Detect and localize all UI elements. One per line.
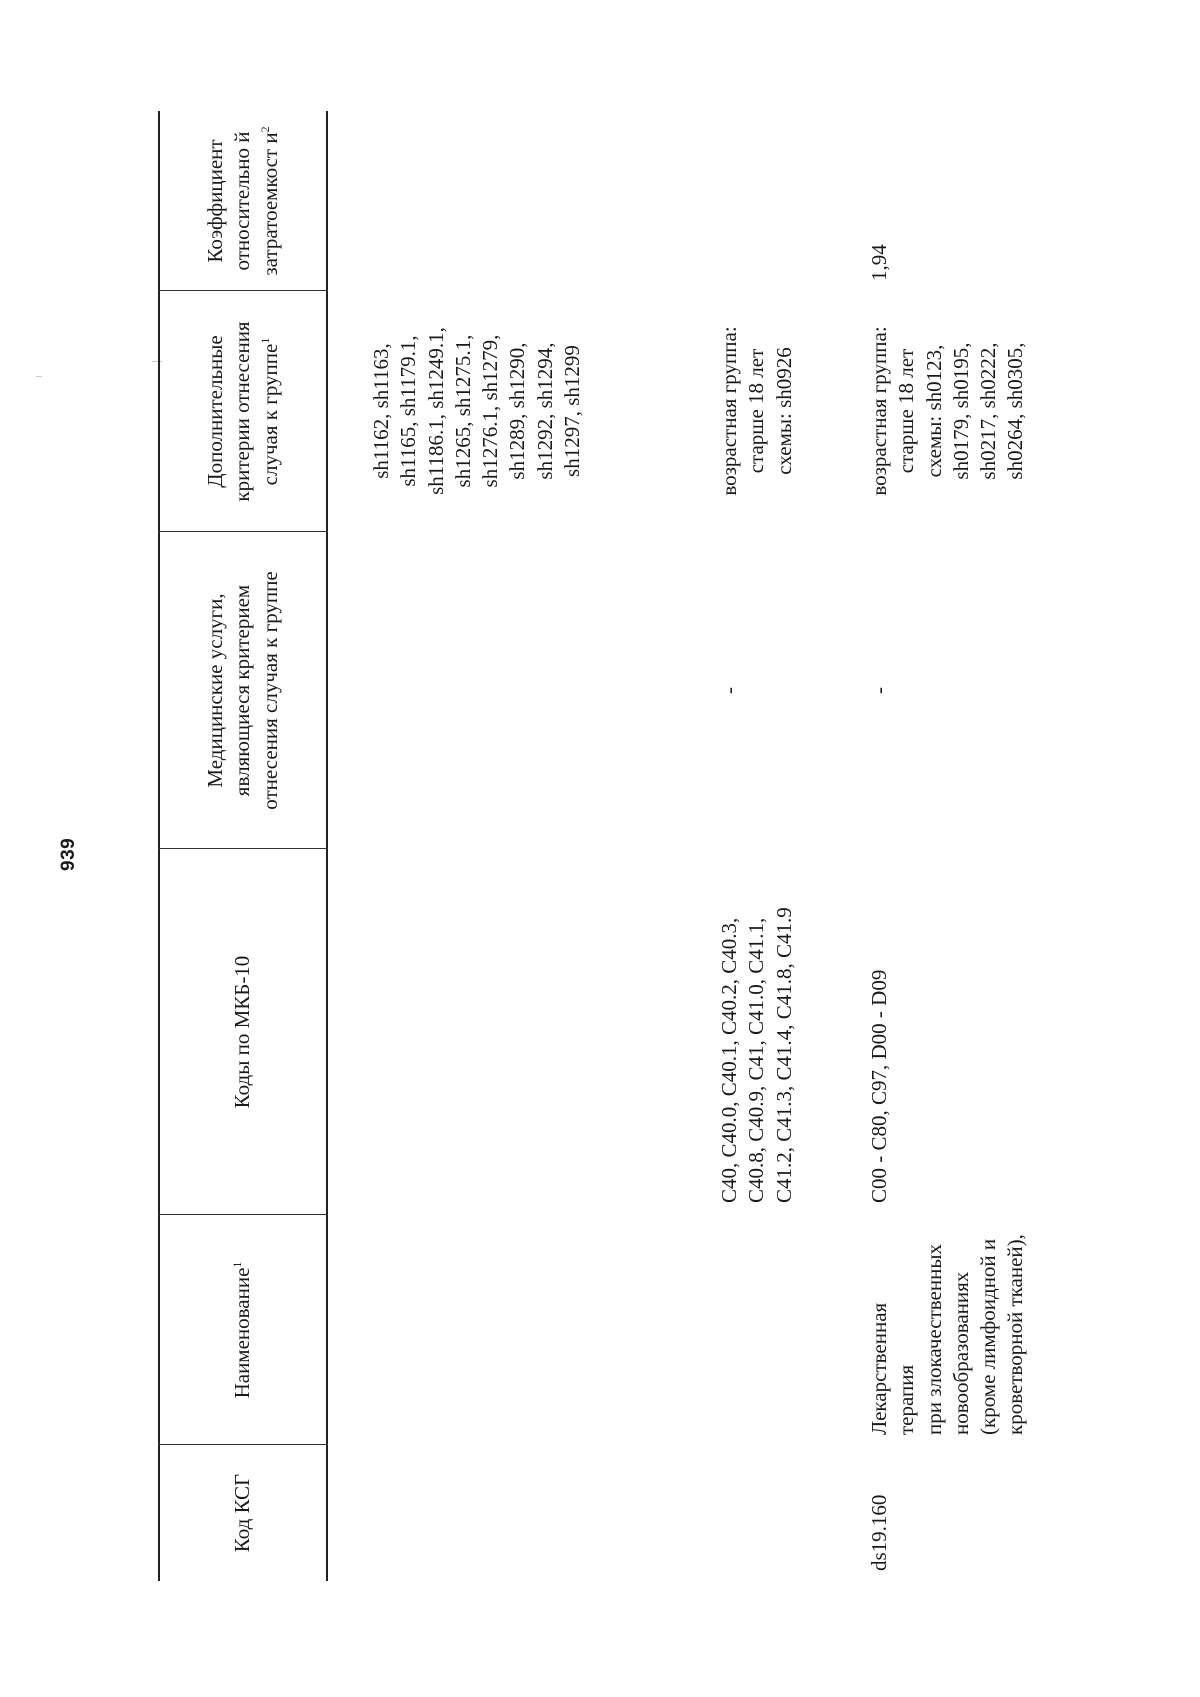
header-extra: [158, 291, 328, 532]
header-name-label: Наименование: [230, 1267, 255, 1399]
header-coef: [158, 111, 328, 291]
row3-code: ds19.160: [867, 1494, 891, 1571]
row2-extra-criteria: возрастная группа: старше 18 лет схемы: sh0926: [717, 326, 796, 496]
header-icd-label: Коды по МКБ-10: [230, 955, 255, 1109]
row3-services: -: [867, 687, 891, 694]
header-code-label: Код КСГ: [230, 1473, 255, 1553]
header-services-label: Медицинские услуги, являющиеся критерием отнесения случая к группе: [203, 571, 282, 810]
header-extra-footnote: 1: [257, 337, 272, 344]
header-coef-label: Коэффициент относительно й затратоемкост и: [203, 131, 282, 276]
header-icd: [158, 849, 328, 1215]
row2-icd-codes: C40, C40.0, C40.1, C40.2, C40.3, C40.8, C40.9, C41, C41.0, C41.1, C41.2, C41.3, C41.4, C41.8, C41.9: [717, 907, 796, 1203]
row3-name: Лекарственная терапия при злокачественных новообразованиях (кроме лимфоидной и кроветворной тканей),: [867, 1234, 1028, 1435]
header-name-footnote: 1: [230, 1261, 245, 1268]
header-extra-text: [202, 297, 284, 526]
header-coef-footnote: 2: [257, 126, 272, 133]
header-name: [158, 1215, 328, 1445]
row2-services: -: [717, 687, 741, 694]
header-code: [158, 1445, 328, 1581]
row3-icd-codes: C00 - C80, C97, D00 - D09: [867, 969, 891, 1203]
header-coef-text: [202, 117, 284, 285]
page-number: 939: [58, 837, 79, 871]
row3-coefficient: 1,94: [867, 244, 891, 281]
header-name-text: [229, 1262, 256, 1399]
row3-extra-criteria: возрастная группа: старше 18 лет схемы: sh0123, sh0179, sh0195, sh0217, sh0222, sh0264, sh0305,: [867, 326, 1028, 496]
row1-extra-criteria: sh1162, sh1163, sh1165, sh1179.1, sh1186.1, sh1249.1, sh1265, sh1275.1, sh1276.1, sh1279, sh1289, sh1290, sh1292, sh1294, sh1297, sh1299: [369, 327, 585, 495]
header-services: [158, 532, 328, 849]
scan-mark: [36, 376, 42, 377]
header-extra-label: Дополнительные критерии отнесения случая к группе: [203, 321, 282, 502]
